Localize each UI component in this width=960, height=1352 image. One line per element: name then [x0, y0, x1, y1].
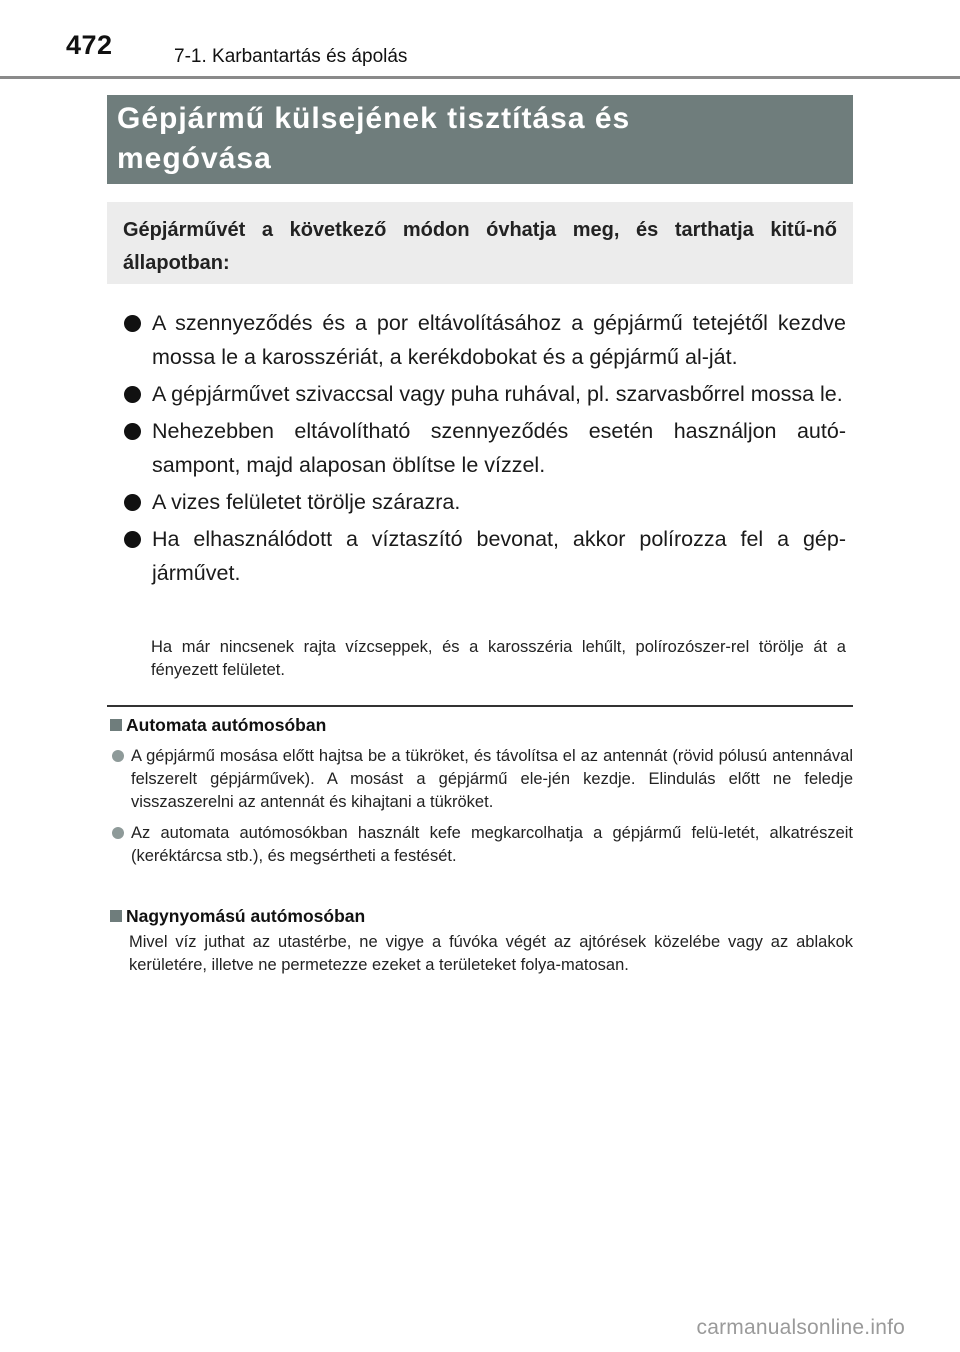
page-title-line-1: Gépjármű külsejének tisztítása és: [117, 102, 631, 135]
square-bullet-icon: [110, 719, 122, 731]
list-item: [124, 485, 846, 519]
divider: [107, 705, 853, 707]
main-list: [124, 306, 846, 590]
page-number: 472: [66, 30, 113, 60]
list-item-text: A gépjármű mosása előtt hajtsa be a tükröket, és távolítsa el az antennát (rövid pólusú antennával felszerelt gépjárművek). A mosást a gépjármű ele-jén kezdje. Elindulás előtt ne feledje visszaszerelni az antennát és kihajtani a tükröket.: [131, 747, 853, 811]
pressure-wash-section: [110, 904, 853, 977]
note-text: Ha már nincsenek rajta vízcseppek, és a karosszéria lehűlt, polírozószer-rel törölje át a fényezett felületet.: [151, 638, 846, 679]
list-item-text: A gépjárművet szivaccsal vagy puha ruhával, pl. szarvasbőrrel mossa le.: [152, 382, 843, 406]
list-item: [124, 414, 846, 482]
automatic-wash-heading-text: Automata autómosóban: [126, 715, 327, 735]
list-item-text: Az automata autómosókban használt kefe megkarcolhatja a gépjármű felü-letét, alkatrészeit (keréktárcsa stb.), és megsértheti a festését.: [131, 824, 853, 865]
intro-text: Gépjárművét a következő módon óvhatja meg, és tarthatja kitű-nő állapotban:: [123, 219, 837, 274]
bullet-icon: [124, 386, 141, 403]
list-item-text: A szennyeződés és a por eltávolításához a gépjármű tetejétől kezdve mossa le a karosszériát, a kerékdobokat és a gépjármű al-ját.: [152, 311, 846, 369]
pressure-wash-heading: [110, 904, 853, 928]
list-item-text: A vizes felületet törölje szárazra.: [152, 490, 461, 514]
list-item: [124, 522, 846, 590]
bullet-icon: [124, 494, 141, 511]
pressure-wash-heading-text: Nagynyomású autómosóban: [126, 906, 366, 926]
list-item-text: Ha elhasználódott a víztaszító bevonat, akkor polírozza fel a gép-járművet.: [152, 527, 846, 585]
automatic-wash-section: [110, 713, 853, 868]
bullet-icon: [112, 750, 124, 762]
list-item-text: Nehezebben eltávolítható szennyeződés esetén használjon autó-sampont, majd alaposan öblítse le vízzel.: [152, 419, 846, 477]
bullet-icon: [124, 531, 141, 548]
automatic-wash-heading: [110, 713, 853, 737]
title-box: [107, 95, 853, 184]
page-title-line-2: megóvása: [117, 142, 272, 175]
pressure-wash-text: Mivel víz juthat az utastérbe, ne vigye a fúvóka végét az ajtórések közelébe vagy az ablakok kerületére, illetve ne permetezze ezeket a területeket folya-matosan.: [129, 933, 853, 974]
bullet-icon: [124, 315, 141, 332]
list-item: [124, 306, 846, 374]
list-item: [110, 745, 853, 814]
header-rule: [0, 76, 960, 79]
intro-box: [107, 202, 853, 284]
bullet-icon: [124, 423, 141, 440]
list-item: [110, 822, 853, 868]
section-label: 7-1. Karbantartás és ápolás: [174, 46, 408, 67]
square-bullet-icon: [110, 910, 122, 922]
list-item: [124, 377, 846, 411]
watermark: carmanualsonline.info: [696, 1316, 905, 1339]
bullet-icon: [112, 827, 124, 839]
